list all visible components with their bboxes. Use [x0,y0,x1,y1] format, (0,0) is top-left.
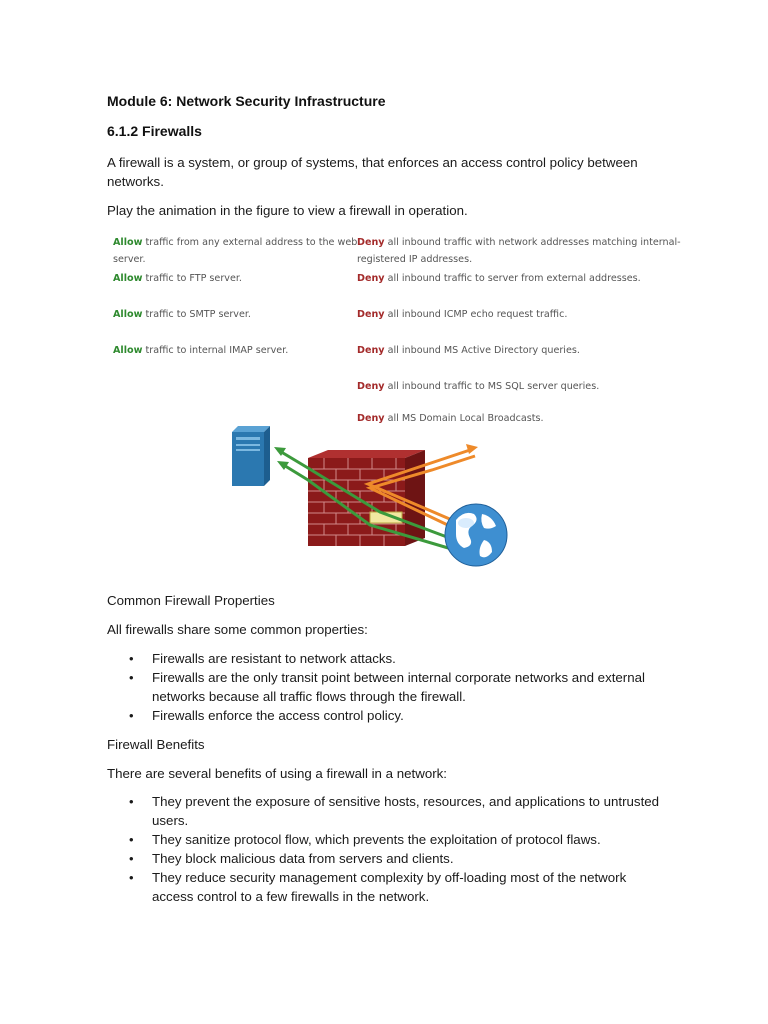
deny-rule-1-cont: registered IP addresses. [357,254,473,265]
deny-label: Deny [357,381,385,392]
deny-rule-4 [357,342,580,359]
deny-label: Deny [357,345,385,356]
deny-rule-text: all inbound traffic to server from external addresses. [384,273,641,284]
list-item [107,830,667,849]
allow-rule-3 [113,306,251,323]
section-title: 6.1.2 Firewalls [107,123,202,139]
benefits-list [107,792,667,906]
module-title: Module 6: Network Security Infrastructure [107,93,386,109]
list-item [107,706,667,725]
deny-rule-1 [357,234,681,251]
deny-rule-2 [357,270,641,287]
server-icon [232,426,270,486]
bullet: • [129,832,134,847]
bullet: • [129,851,134,866]
firewall-brick-wall-icon [308,450,425,546]
allow-label: Allow [113,237,143,248]
bullet: • [129,708,134,723]
deny-rule-3 [357,306,567,323]
deny-rule-text: all inbound traffic to MS SQL server queries. [384,381,600,392]
bullet: • [129,651,134,666]
properties-heading: Common Firewall Properties [107,593,275,608]
allow-label: Allow [113,273,143,284]
list-item [107,792,667,830]
allow-label: Allow [113,345,143,356]
list-item-text: Firewalls are the only transit point between internal corporate networks and external networks because all traffic flows through the firewall. [152,670,645,704]
globe-icon [445,504,507,566]
properties-list [107,649,667,725]
allow-rule-2 [113,270,242,287]
allow-rule-text: traffic from any external address to the web [142,237,358,248]
list-item-text: Firewalls enforce the access control policy. [152,708,404,723]
list-item-text: Firewalls are resistant to network attacks. [152,651,396,666]
intro-paragraph: A firewall is a system, or group of systems, that enforces an access control policy between networks. [107,155,638,189]
deny-rule-text: all MS Domain Local Broadcasts. [384,413,544,424]
deny-rule-text: all inbound ICMP echo request traffic. [384,309,568,320]
list-item-text: They sanitize protocol flow, which prevents the exploitation of protocol flaws. [152,832,601,847]
firewall-illustration [220,420,520,570]
bullet: • [129,870,134,885]
allow-label: Allow [113,309,143,320]
allow-rule-text: traffic to SMTP server. [142,309,251,320]
properties-intro: All firewalls share some common properties: [107,622,368,637]
allow-rule-text: traffic to internal IMAP server. [142,345,289,356]
list-item-text: They block malicious data from servers and clients. [152,851,454,866]
list-item [107,649,667,668]
allow-rule-4 [113,342,288,359]
allow-rule-1-cont: server. [113,254,146,265]
deny-rule-text: all inbound traffic with network addresses matching internal- [384,237,681,248]
bullet: • [129,670,134,685]
bullet: • [129,794,134,809]
allow-rule-1 [113,234,357,251]
animation-note: Play the animation in the figure to view a firewall in operation. [107,203,468,218]
benefits-heading: Firewall Benefits [107,737,205,752]
benefits-intro: There are several benefits of using a firewall in a network: [107,766,447,781]
allow-rule-text: traffic to FTP server. [142,273,242,284]
deny-rule-5 [357,378,599,395]
deny-label: Deny [357,237,385,248]
deny-label: Deny [357,309,385,320]
list-item-text: They reduce security management complexity by off-loading most of the network access control to a few firewalls in the network. [152,870,627,904]
list-item-text: They prevent the exposure of sensitive hosts, resources, and applications to untrusted users. [152,794,660,828]
deny-rule-text: all inbound MS Active Directory queries. [384,345,580,356]
list-item [107,668,667,706]
list-item [107,868,667,906]
deny-label: Deny [357,273,385,284]
deny-label: Deny [357,413,385,424]
list-item [107,849,667,868]
